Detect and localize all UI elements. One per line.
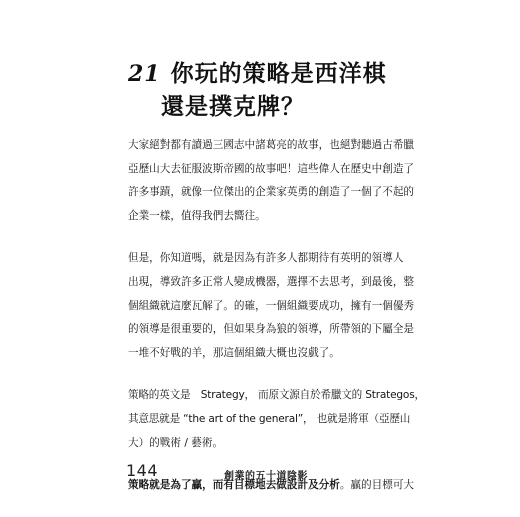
text-line: 大家絕對都有讀過三國志中諸葛亮的故事，也絕對聽過古希臘: [128, 139, 415, 151]
chapter-number: 21: [128, 61, 161, 87]
paragraph-3: [128, 384, 425, 455]
text-line: 大）的戰術 / 藝術。: [128, 436, 224, 449]
text-line: 個組織就這麼瓦解了。的確，一個組織要成功，擁有一個優秀: [128, 299, 415, 312]
text-line: 許多事蹟，就像一位傑出的企業家英勇的創造了一個了不起的: [128, 186, 415, 199]
paragraph-1: [128, 134, 415, 228]
text-fragment: 。贏的目標可大: [339, 479, 415, 492]
bold-emphasis: 策略就是為了贏，而有目標地去做設計及分析: [128, 479, 340, 492]
text-line: 的領導是很重要的，但如果身為狼的領導，所帶領的下屬全是: [128, 323, 415, 336]
chapter-title-line-2: 還是撲克牌？: [161, 94, 305, 120]
text-line: 一堆不好戰的羊，那這個組織大概也沒戲了。: [128, 346, 340, 359]
page-number: 144: [126, 461, 159, 480]
body-text: [128, 134, 425, 517]
text-line: 亞歷山大去征服波斯帝國的故事吧！這些偉人在歷史中創造了: [128, 162, 415, 175]
text-line: 策略的英文是 Strategy， 而原文源自於希臘文的 Strategos，: [128, 389, 425, 402]
running-book-title: 創業的五十道陰影: [224, 471, 308, 482]
text-line: 其意思就是 “the art of the general”， 也就是將軍（亞歷山: [128, 412, 411, 425]
chapter-title: [128, 58, 458, 124]
text-line: 但是，你知道嗎，就是因為有許多人都期待有英明的領導人: [128, 252, 404, 265]
chapter-title-line-1: [128, 58, 458, 91]
text-line: 出現，導致許多正常人變成機器，選擇不去思考，到最後，整: [128, 275, 415, 288]
paragraph-2: [128, 247, 415, 365]
chapter-title-text-1: 你玩的策略是西洋棋: [170, 61, 387, 87]
page-footer: [126, 461, 410, 491]
text-line: 企業一樣，值得我們去嚮往。: [128, 209, 266, 222]
